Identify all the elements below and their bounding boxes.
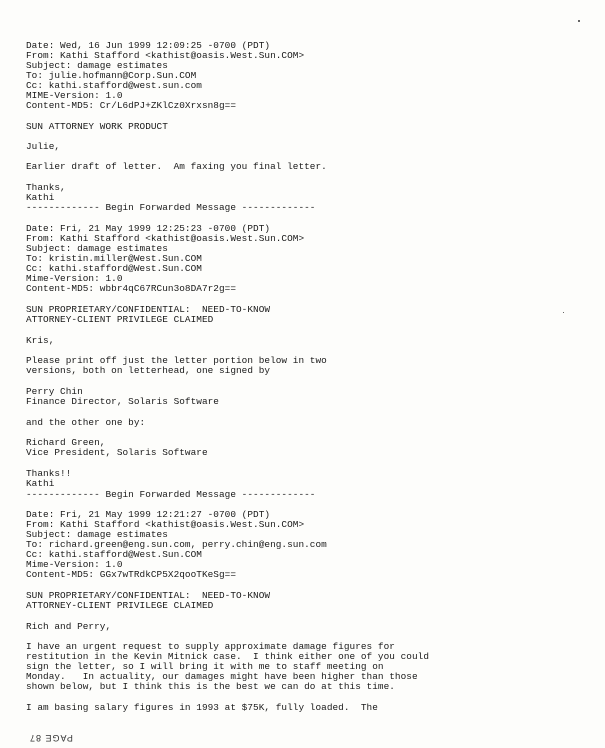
scan-speck	[563, 312, 564, 313]
document-line: Content-MD5: wbbr4qC67RCun3o8DA7r2g==	[26, 283, 237, 294]
document-line: From: Kathi Stafford <kathist@oasis.West.Sun.COM>	[26, 519, 305, 530]
document-line: Subject: damage estimates	[26, 60, 168, 71]
scan-speck	[578, 20, 580, 22]
document-line: SUN PROPRIETARY/CONFIDENTIAL: NEED-TO-KNOW	[26, 304, 271, 315]
document-line: MIME-Version: 1.0	[26, 90, 123, 101]
document-line: I have an urgent request to supply approximate damage figures for	[26, 641, 395, 652]
document-line: Kris,	[26, 335, 55, 346]
document-line: ATTORNEY-CLIENT PRIVILEGE CLAIMED	[26, 600, 214, 611]
document-line: versions, both on letterhead, one signed by	[26, 365, 271, 376]
document-line: Kathi	[26, 192, 55, 203]
document-line: Please print off just the letter portion below in two	[26, 355, 327, 366]
document-line: ------------- Begin Forwarded Message -------------	[26, 202, 316, 213]
document-line: ATTORNEY-CLIENT PRIVILEGE CLAIMED	[26, 314, 214, 325]
document-line: Cc: kathi.stafford@West.Sun.COM	[26, 263, 202, 274]
document-line: Mime-Version: 1.0	[26, 559, 123, 570]
document-line: From: Kathi Stafford <kathist@oasis.West.Sun.COM>	[26, 50, 305, 61]
document-line: Mime-Version: 1.0	[26, 273, 123, 284]
document-line: From: Kathi Stafford <kathist@oasis.West.Sun.COM>	[26, 233, 305, 244]
document-line: SUN PROPRIETARY/CONFIDENTIAL: NEED-TO-KNOW	[26, 590, 271, 601]
document-line: Julie,	[26, 141, 61, 152]
document-line: ------------- Begin Forwarded Message -------------	[26, 489, 316, 500]
document-line: I am basing salary figures in 1993 at $75K, fully loaded. The	[26, 702, 378, 713]
document-line: To: kristin.miller@West.Sun.COM	[26, 253, 202, 264]
document-line: Rich and Perry,	[26, 621, 112, 632]
document-line: and the other one by:	[26, 417, 146, 428]
document-line: To: richard.green@eng.sun.com, perry.chin@eng.sun.com	[26, 539, 327, 550]
document-line: Thanks!!	[26, 468, 72, 479]
document-line: restitution in the Kevin Mitnick case. I think either one of you could	[26, 651, 429, 662]
document-line: Subject: damage estimates	[26, 529, 168, 540]
document-line: To: julie.hofmann@Corp.Sun.COM	[26, 70, 197, 81]
document-line: Content-MD5: GGx7wTRdkCP5X2qooTKeSg==	[26, 569, 237, 580]
document-line: Cc: kathi.stafford@west.sun.com	[26, 80, 202, 91]
page-number-label: PAGE 87	[29, 733, 73, 743]
document-line: Thanks,	[26, 182, 66, 193]
document-line: Cc: kathi.stafford@West.Sun.COM	[26, 549, 202, 560]
document-line: shown below, but I think this is the best we can do at this time.	[26, 681, 395, 692]
document-line: Kathi	[26, 478, 55, 489]
document-line: Perry Chin	[26, 386, 83, 397]
document-line: Earlier draft of letter. Am faxing you final letter.	[26, 161, 327, 172]
document-line: SUN ATTORNEY WORK PRODUCT	[26, 121, 168, 132]
document-line: Content-MD5: Cr/L6dPJ+ZKlCz0Xrxsn8g==	[26, 100, 237, 111]
document-line: Date: Fri, 21 May 1999 12:21:27 -0700 (PDT)	[26, 509, 271, 520]
document-line: Vice President, Solaris Software	[26, 447, 208, 458]
document-line: Subject: damage estimates	[26, 243, 168, 254]
document-line: Finance Director, Solaris Software	[26, 396, 219, 407]
document-line: sign the letter, so I will bring it with me to staff meeting on	[26, 661, 384, 672]
document-line: Richard Green,	[26, 437, 106, 448]
document-line: Monday. In actuality, our damages might have been higher than those	[26, 671, 418, 682]
document-line: Date: Fri, 21 May 1999 12:25:23 -0700 (PDT)	[26, 223, 271, 234]
document-line: Date: Wed, 16 Jun 1999 12:09:25 -0700 (PDT)	[26, 40, 271, 51]
